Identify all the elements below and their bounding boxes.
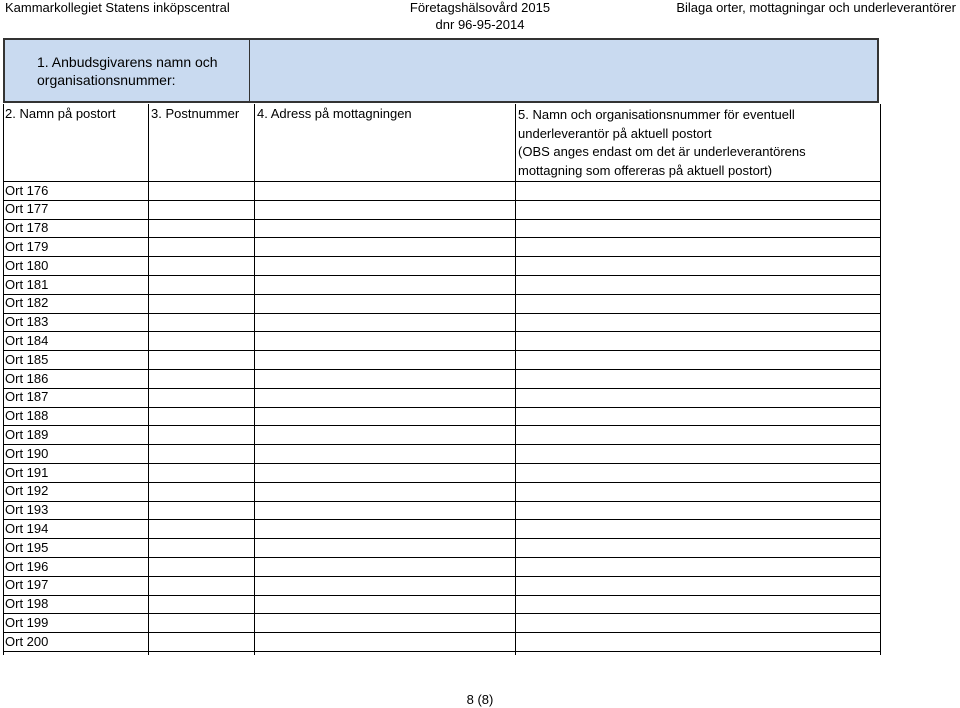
table-row-label: Ort 180: [5, 257, 49, 273]
underleverantor-cell[interactable]: [516, 502, 880, 520]
adress-cell[interactable]: [255, 295, 515, 313]
postort-table: [3, 104, 881, 656]
adress-cell[interactable]: [255, 201, 515, 219]
table-row-divider: [3, 651, 881, 652]
bidder-label-cell: [5, 40, 250, 101]
postnummer-cell[interactable]: [149, 520, 254, 538]
header-title: Företagshälsovård 2015: [409, 0, 551, 15]
underleverantor-cell[interactable]: [516, 577, 880, 595]
table-row-label: Ort 194: [5, 520, 49, 536]
postnummer-cell[interactable]: [149, 502, 254, 520]
postnummer-cell[interactable]: [149, 558, 254, 576]
adress-cell[interactable]: [255, 238, 515, 256]
underleverantor-cell[interactable]: [516, 558, 880, 576]
bidder-label-line2: organisationsnummer:: [37, 72, 176, 88]
postnummer-cell[interactable]: [149, 483, 254, 501]
bidder-input-cell[interactable]: [251, 40, 877, 101]
adress-cell[interactable]: [255, 614, 515, 632]
underleverantor-cell[interactable]: [516, 182, 880, 200]
postnummer-cell[interactable]: [149, 201, 254, 219]
table-row-label: Ort 198: [5, 596, 49, 612]
underleverantor-cell[interactable]: [516, 370, 880, 388]
underleverantor-cell[interactable]: [516, 520, 880, 538]
bidder-label-line1: 1. Anbudsgivarens namn och: [37, 54, 218, 70]
table-row-label: Ort 182: [5, 295, 49, 311]
adress-cell[interactable]: [255, 633, 515, 651]
underleverantor-cell[interactable]: [516, 238, 880, 256]
adress-cell[interactable]: [255, 389, 515, 407]
adress-cell[interactable]: [255, 577, 515, 595]
postnummer-cell[interactable]: [149, 295, 254, 313]
column-header-5-line1: 5. Namn och organisationsnummer för eventuell: [518, 107, 795, 122]
table-row-label: Ort 184: [5, 332, 49, 348]
postnummer-cell[interactable]: [149, 182, 254, 200]
header-case-number: dnr 96-95-2014: [435, 17, 525, 32]
adress-cell[interactable]: [255, 370, 515, 388]
postnummer-cell[interactable]: [149, 596, 254, 614]
postnummer-cell[interactable]: [149, 389, 254, 407]
underleverantor-cell[interactable]: [516, 389, 880, 407]
postnummer-cell[interactable]: [149, 314, 254, 332]
underleverantor-cell[interactable]: [516, 332, 880, 350]
page-number: 8 (8): [466, 692, 494, 707]
adress-cell[interactable]: [255, 314, 515, 332]
adress-cell[interactable]: [255, 445, 515, 463]
postnummer-cell[interactable]: [149, 577, 254, 595]
adress-cell[interactable]: [255, 220, 515, 238]
postnummer-cell[interactable]: [149, 220, 254, 238]
bidder-label: [37, 53, 218, 89]
postnummer-cell[interactable]: [149, 238, 254, 256]
postnummer-cell[interactable]: [149, 426, 254, 444]
adress-cell[interactable]: [255, 502, 515, 520]
table-row-label: Ort 176: [5, 182, 49, 198]
underleverantor-cell[interactable]: [516, 483, 880, 501]
table-row-label: Ort 183: [5, 314, 49, 330]
underleverantor-cell[interactable]: [516, 276, 880, 294]
underleverantor-cell[interactable]: [516, 295, 880, 313]
postnummer-cell[interactable]: [149, 539, 254, 557]
underleverantor-cell[interactable]: [516, 220, 880, 238]
column-header-underleverantor: [518, 106, 878, 180]
postnummer-cell[interactable]: [149, 257, 254, 275]
underleverantor-cell[interactable]: [516, 408, 880, 426]
table-row-label: Ort 196: [5, 558, 49, 574]
adress-cell[interactable]: [255, 332, 515, 350]
column-header-5-line4: mottagning som offereras på aktuell postort): [518, 162, 773, 178]
table-border-right: [880, 104, 881, 655]
postnummer-cell[interactable]: [149, 408, 254, 426]
table-row-label: Ort 190: [5, 445, 49, 461]
postnummer-cell[interactable]: [149, 276, 254, 294]
underleverantor-cell[interactable]: [516, 596, 880, 614]
table-border-left: [3, 104, 4, 655]
postnummer-cell[interactable]: [149, 351, 254, 369]
column-header-adress: 4. Adress på mottagningen: [257, 106, 412, 121]
column-header-postort: 2. Namn på postort: [5, 106, 116, 121]
underleverantor-cell[interactable]: [516, 201, 880, 219]
bidder-section: [3, 38, 879, 103]
adress-cell[interactable]: [255, 596, 515, 614]
adress-cell[interactable]: [255, 464, 515, 482]
postnummer-cell[interactable]: [149, 633, 254, 651]
postnummer-cell[interactable]: [149, 445, 254, 463]
postnummer-cell[interactable]: [149, 614, 254, 632]
table-row-label: Ort 195: [5, 539, 49, 555]
adress-cell[interactable]: [255, 426, 515, 444]
adress-cell[interactable]: [255, 257, 515, 275]
underleverantor-cell[interactable]: [516, 464, 880, 482]
table-row-label: Ort 181: [5, 276, 49, 292]
header-attachment-title: Bilaga orter, mottagningar och underleverantörer: [676, 0, 956, 15]
underleverantor-cell[interactable]: [516, 351, 880, 369]
table-row-label: Ort 193: [5, 502, 49, 518]
underleverantor-cell[interactable]: [516, 445, 880, 463]
table-row-label: Ort 199: [5, 614, 49, 630]
column-header-5-line2: underleverantör på aktuell postort: [518, 125, 712, 141]
table-row-label: Ort 178: [5, 220, 49, 236]
postnummer-cell[interactable]: [149, 332, 254, 350]
underleverantor-cell[interactable]: [516, 633, 880, 651]
postnummer-cell[interactable]: [149, 370, 254, 388]
postnummer-cell[interactable]: [149, 464, 254, 482]
adress-cell[interactable]: [255, 558, 515, 576]
table-row-label: Ort 177: [5, 201, 49, 217]
underleverantor-cell[interactable]: [516, 539, 880, 557]
table-row-label: Ort 179: [5, 238, 49, 254]
header-organization: Kammarkollegiet Statens inköpscentral: [5, 0, 230, 15]
adress-cell[interactable]: [255, 520, 515, 538]
table-row-label: Ort 188: [5, 408, 49, 424]
underleverantor-cell[interactable]: [516, 614, 880, 632]
table-row-label: Ort 189: [5, 426, 49, 442]
adress-cell[interactable]: [255, 276, 515, 294]
underleverantor-cell[interactable]: [516, 314, 880, 332]
underleverantor-cell[interactable]: [516, 257, 880, 275]
adress-cell[interactable]: [255, 351, 515, 369]
underleverantor-cell[interactable]: [516, 426, 880, 444]
adress-cell[interactable]: [255, 408, 515, 426]
table-row-label: Ort 197: [5, 577, 49, 593]
adress-cell[interactable]: [255, 539, 515, 557]
table-row-label: Ort 191: [5, 464, 49, 480]
column-header-postnummer: 3. Postnummer: [151, 106, 240, 121]
adress-cell[interactable]: [255, 182, 515, 200]
table-row-label: Ort 186: [5, 370, 49, 386]
column-header-5-line3: (OBS anges endast om det är underleverantörens: [518, 144, 806, 159]
adress-cell[interactable]: [255, 483, 515, 501]
table-row-label: Ort 192: [5, 483, 49, 499]
table-row-label: Ort 187: [5, 389, 49, 405]
table-row-label: Ort 200: [5, 633, 49, 649]
table-row-label: Ort 185: [5, 351, 49, 367]
